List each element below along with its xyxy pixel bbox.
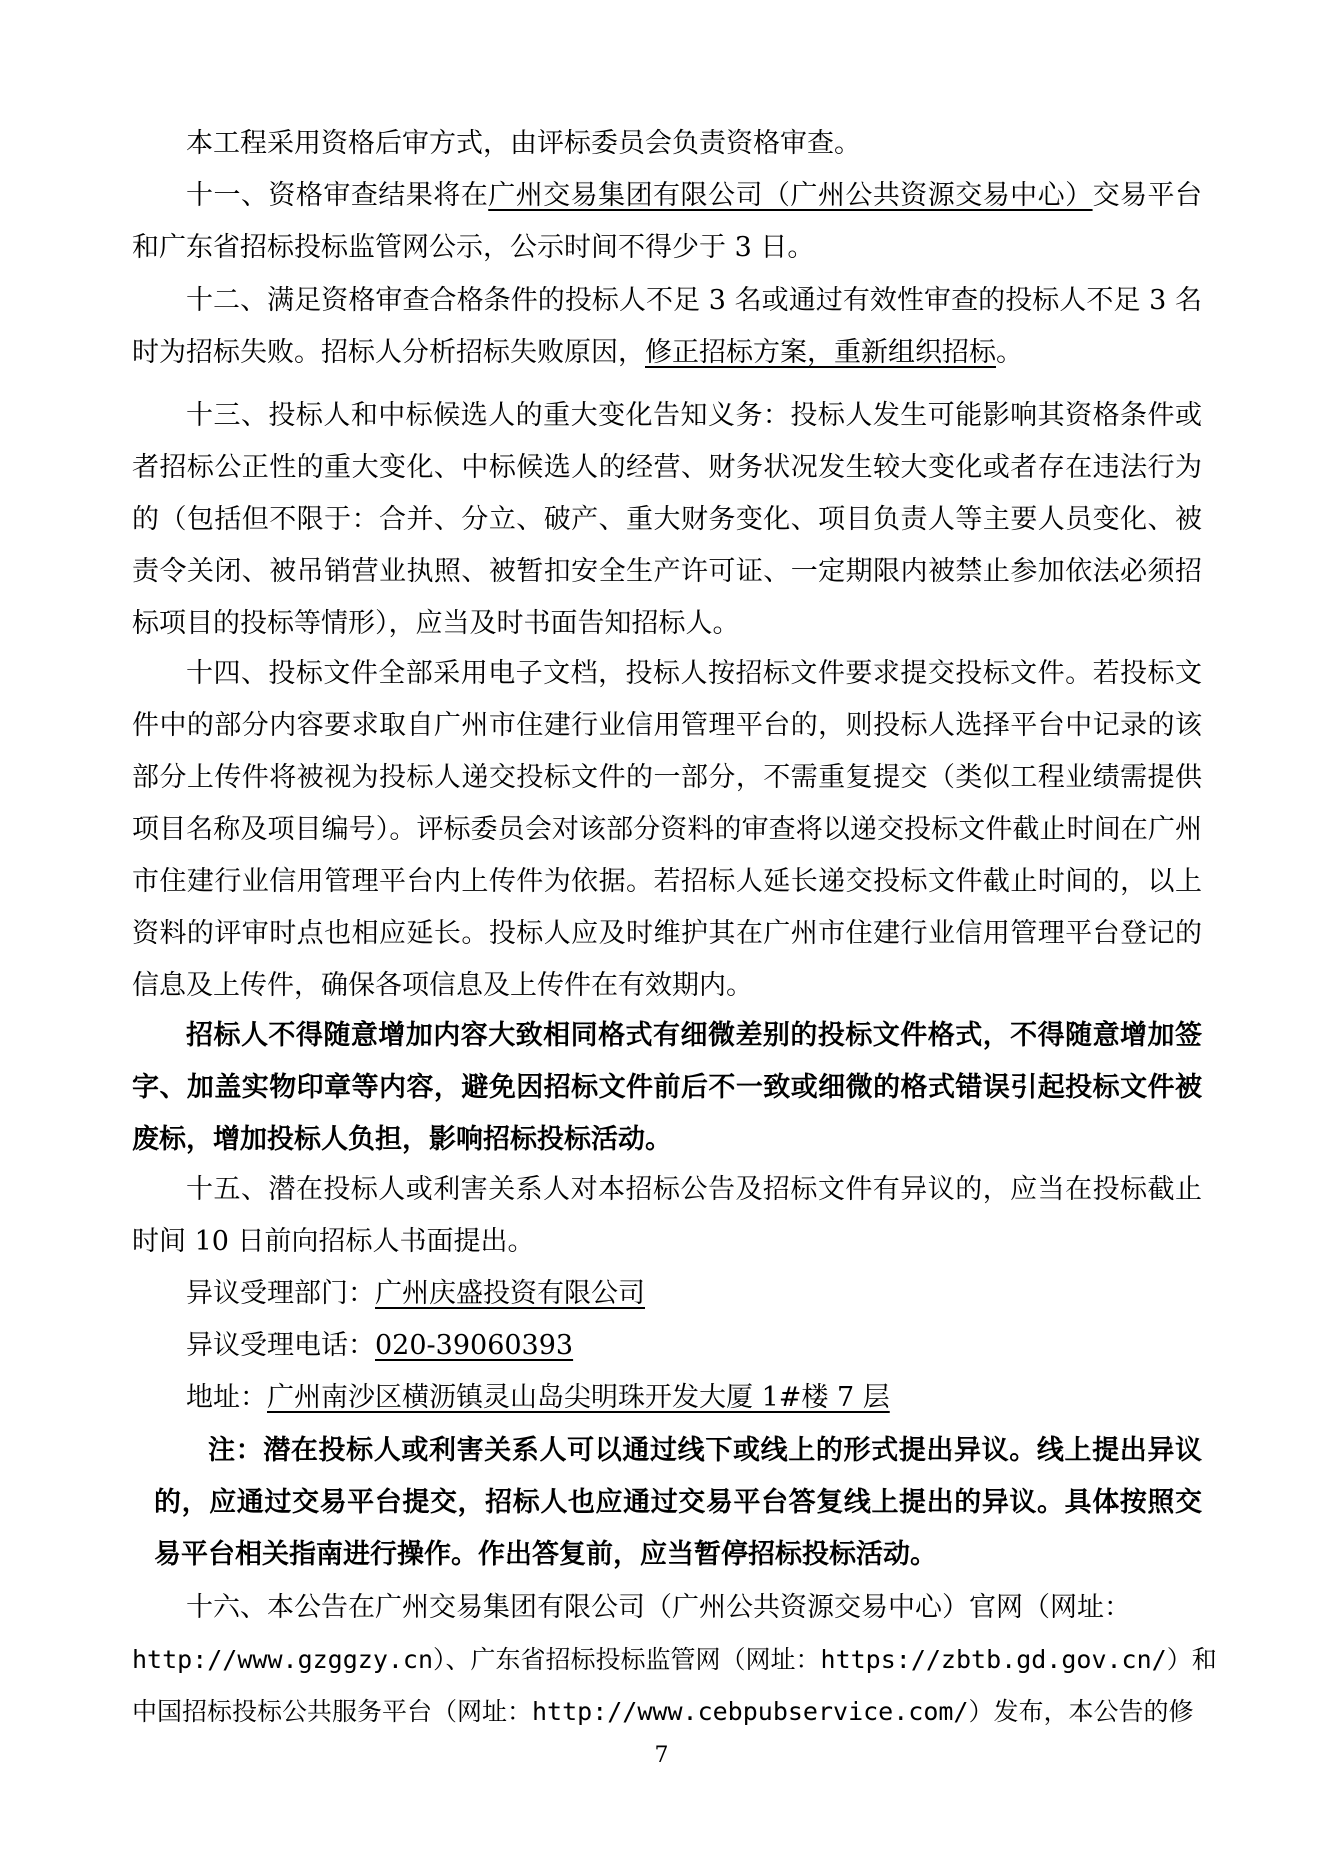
paragraph-16-line-2 [132, 1634, 1217, 1686]
paragraph-text: 十一、资格审查结果将在 [186, 180, 489, 211]
objection-phone-value: 020-39060393 [375, 1330, 574, 1361]
paragraph-12 [132, 275, 1202, 379]
paragraph-text: 十三、投标人和中标候选人的重大变化告知义务：投标人发生可能影响其资格条件或者招标公正性的重大变化、中标候选人的经营、财务状况发生较大变化或者存在违法行为的（包括但不限于：合并、分立、破产、重大财务变化、项目负责人等主要人员变化、被责令关闭、被吊销营业执照、被暂扣安全生产许可证、一定期限内被禁止参加依法必须招标项目的投标等情形），应当及时书面告知招标人。 [132, 400, 1202, 639]
address-label: 地址： [186, 1382, 267, 1413]
paragraph-text: 注：潜在投标人或利害关系人可以通过线下或线上的形式提出异议。线上提出异议的，应通过交易平台提交，招标人也应通过交易平台答复线上提出的异议。具体按照交易平台相关指南进行操作。作出答复前，应当暂停招标投标活动。 [154, 1435, 1202, 1570]
paragraph-16-line-3 [132, 1686, 1194, 1738]
paragraph-14 [132, 648, 1202, 1012]
underlined-text: 修正招标方案，重新组织招标 [645, 337, 996, 368]
paragraph-text: 中国招标投标公共服务平台（网址：http://www.cebpubservice.com/）发布，本公告的修 [132, 1697, 1194, 1726]
paragraph-text: 交易平台和广东省招标投标监管网公示，公示时间不得少于 3 日。 [132, 180, 1203, 263]
objection-dept-line [186, 1268, 645, 1320]
paragraph-16-line-1 [186, 1582, 1131, 1634]
paragraph-text: 十六、本公告在广州交易集团有限公司（广州公共资源交易中心）官网（网址： [186, 1592, 1131, 1623]
paragraph-14-bold-notice [132, 1010, 1202, 1166]
paragraph-qualification-review [132, 118, 1202, 170]
paragraph-15 [132, 1164, 1202, 1268]
paragraph-text: 本工程采用资格后审方式，由评标委员会负责资格审查。 [186, 128, 861, 159]
address-value: 广州南沙区横沥镇灵山岛尖明珠开发大厦 1#楼 7 层 [267, 1382, 890, 1413]
paragraph-text: http://www.gzggzy.cn）、广东省招标投标监管网（网址：https://zbtb.gd.gov.cn/）和 [132, 1645, 1217, 1674]
objection-phone-line [186, 1320, 573, 1372]
paragraph-text: 十五、潜在投标人或利害关系人对本招标公告及招标文件有异议的，应当在投标截止时间 10 日前向招标人书面提出。 [132, 1174, 1202, 1257]
paragraph-text: 招标人不得随意增加内容大致相同格式有细微差别的投标文件格式，不得随意增加签字、加盖实物印章等内容，避免因招标文件前后不一致或细微的格式错误引起投标文件被废标，增加投标人负担，影响招标投标活动。 [132, 1020, 1202, 1155]
objection-dept-label: 异议受理部门： [186, 1278, 375, 1309]
page-number: 7 [654, 1743, 669, 1768]
paragraph-text: 十二、满足资格审查合格条件的投标人不足 3 名或通过有效性审查的投标人不足 3 名时为招标失败。招标人分析招标失败原因， [132, 285, 1202, 368]
objection-note [154, 1425, 1202, 1581]
paragraph-11 [132, 170, 1202, 274]
paragraph-13 [132, 390, 1202, 650]
objection-dept-value: 广州庆盛投资有限公司 [375, 1278, 645, 1309]
objection-phone-label: 异议受理电话： [186, 1330, 375, 1361]
paragraph-text: 。 [996, 337, 1023, 368]
address-line [186, 1372, 890, 1424]
paragraph-text: 十四、投标文件全部采用电子文档，投标人按招标文件要求提交投标文件。若投标文件中的部分内容要求取自广州市住建行业信用管理平台的，则投标人选择平台中记录的该部分上传件将被视为投标人递交投标文件的一部分，不需重复提交（类似工程业绩需提供项目名称及项目编号）。评标委员会对该部分资料的审查将以递交投标文件截止时间在广州市住建行业信用管理平台内上传件为依据。若招标人延长递交投标文件截止时间的，以上资料的评审时点也相应延长。投标人应及时维护其在广州市住建行业信用管理平台登记的信息及上传件，确保各项信息及上传件在有效期内。 [132, 658, 1202, 1001]
underlined-text: 广州交易集团有限公司（广州公共资源交易中心） [488, 180, 1093, 211]
